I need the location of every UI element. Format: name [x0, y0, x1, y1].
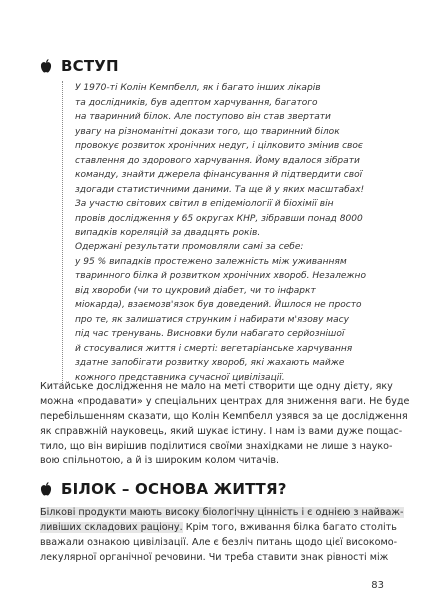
- page-number: 83: [371, 580, 384, 591]
- text-line: від хвороби (чи то цукровий діабет, чи то інфаркт: [75, 285, 316, 296]
- text-line: здатне запобігати розвитку хвороб, які жахають майже: [75, 358, 345, 368]
- text-line: [40, 521, 397, 536]
- text-line: тило, що він вирішив поділитися своїми знахідками не лише з науко-: [40, 440, 393, 452]
- text-line: лекулярної органічної речовини. Чи треба ставити знак рівності між: [40, 551, 389, 563]
- text-line: тваринного білка й розвитком хронічних хвороб. Незалежно: [75, 271, 367, 281]
- text-line: команду, знайти джерела фінансування й підтвердити свої: [75, 170, 363, 180]
- text-line: вою спільнотою, а й із широким колом читачів.: [40, 455, 280, 467]
- body-paragraph: [40, 506, 404, 566]
- highlighted-text: ливіших складових раціону.: [40, 521, 183, 533]
- apple-icon: [40, 59, 52, 73]
- text-line: У 1970-ті Колін Кемпбелл, як і багато інших лікарів: [75, 83, 321, 93]
- text-line: випадків кореляцій за двадцять років.: [75, 228, 261, 238]
- text-line: здогади статистичними даними. Та ще й у яких масштабах!: [75, 184, 365, 195]
- section-heading-intro: [40, 57, 119, 75]
- text-line: ставлення до здорового харчування. Йому вдалося зібрати: [75, 155, 360, 166]
- text-line: про те, як залишатися струнким і набирати м'язову масу: [75, 314, 349, 325]
- text-line: увагу на різноманітні докази того, що тваринний білок: [75, 126, 340, 137]
- text-line: провокує розвиток хронічних недуг, і цілковито змінив своє: [75, 141, 363, 151]
- text-line: міокарда), взаємозв'язок був доведений. Йшлося не просто: [75, 300, 362, 310]
- text-line: на тваринний білок. Але поступово він став звертати: [75, 112, 331, 122]
- text-line: кожного представника сучасної цивілізації.: [75, 372, 285, 383]
- text-line: Китайське дослідження не мало на меті створити ще одну дієту, яку: [40, 381, 393, 392]
- text-line: можна «продавати» у спеціальних центрах для зниження ваги. Не буде: [40, 395, 410, 407]
- section-heading-protein: [40, 480, 287, 498]
- section-title: БІЛОК – ОСНОВА ЖИТТЯ?: [61, 480, 287, 498]
- text-line: [40, 506, 404, 521]
- text-line: та дослідників, був адептом харчування, багатого: [75, 97, 318, 108]
- quote-block: [62, 240, 375, 385]
- text-line: вважали ознакою цивілізації. Але є безліч питань щодо цієї високомо-: [40, 536, 398, 548]
- text-line: провів дослідження у 65 округах КНР, зібравши понад 8000: [75, 213, 363, 224]
- text-line: й стосувалися життя і смерті: вегетаріанське харчування: [75, 343, 353, 354]
- text-line: Одержані результати промовляли самі за себе:: [75, 242, 304, 252]
- quote-block: [62, 81, 375, 241]
- section-title: ВСТУП: [61, 57, 119, 75]
- text-line: у 95 % випадків простежено залежність між уживанням: [75, 256, 347, 267]
- apple-icon: [40, 482, 52, 496]
- text-line: як справжній науковець, який шукає істину. І нам із вами дуже пощас-: [40, 425, 403, 437]
- text-line: під час тренувань. Висновки були набагато серйознішої: [75, 329, 345, 339]
- body-paragraph: [40, 380, 410, 469]
- text-line: За участю світових світил в епідеміології й біохімії він: [75, 199, 334, 209]
- text-line: перебільшенням сказати, що Колін Кемпбелл узявся за це дослідження: [40, 410, 408, 422]
- text-span: Крім того, вживання білка багато століть: [182, 521, 397, 533]
- highlighted-text: Білкові продукти мають високу біологічну цінність і є однією з найваж-: [40, 507, 404, 518]
